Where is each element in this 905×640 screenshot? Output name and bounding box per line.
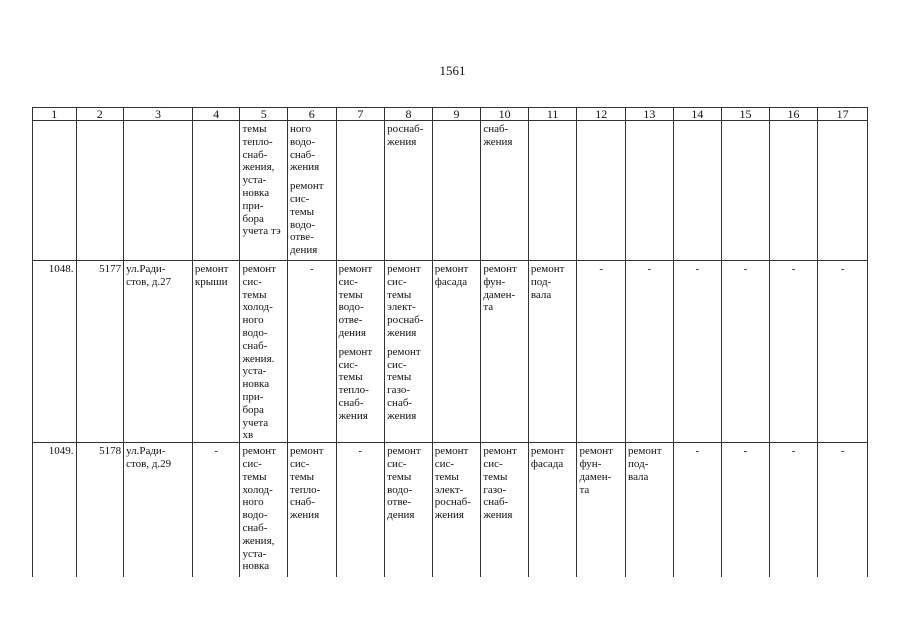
- cell-entry: [35, 263, 74, 276]
- cell-entry: [435, 263, 479, 289]
- table-cell: [577, 443, 626, 578]
- cell-entry: [483, 263, 526, 314]
- cell-line: ремонт: [483, 263, 517, 275]
- cell-line: водо-: [242, 509, 268, 522]
- cell-line: -: [791, 263, 796, 275]
- table-cell: [33, 443, 77, 578]
- cell-line: темы: [290, 205, 315, 218]
- cell-entry: [820, 263, 865, 276]
- cell-line: уста-: [242, 174, 267, 187]
- table-cell: [124, 121, 193, 261]
- cell-line: жения: [387, 135, 417, 148]
- cell-line: дения: [290, 244, 318, 257]
- cell-line: -: [599, 263, 604, 275]
- column-number: 11: [528, 108, 577, 121]
- cell-line: сис-: [338, 275, 358, 288]
- table-row: [33, 121, 868, 261]
- cell-line: дения: [387, 509, 415, 522]
- table-cell: [336, 443, 385, 578]
- cell-line: 5177: [99, 263, 122, 275]
- cell-entry: [387, 346, 430, 423]
- cell-line: дамен-: [483, 288, 516, 301]
- cell-line: сис-: [387, 358, 407, 371]
- cell-entry: [195, 445, 238, 458]
- cell-line: жения: [290, 161, 320, 174]
- table-cell: [481, 443, 529, 578]
- cell-line: холод-: [242, 483, 273, 496]
- cell-entry: [579, 445, 623, 496]
- table-cell: [385, 261, 433, 443]
- column-number: 16: [769, 108, 818, 121]
- cell-line: темы: [242, 470, 267, 483]
- cell-line: темы: [242, 288, 267, 301]
- cell-entry: [339, 346, 383, 423]
- cell-entry: [339, 263, 383, 340]
- table-cell: [528, 443, 577, 578]
- table-cell: [481, 261, 529, 443]
- column-number: 14: [673, 108, 722, 121]
- page-number: 1561: [439, 63, 466, 78]
- table-cell: [192, 261, 240, 443]
- cell-line: -: [695, 445, 700, 458]
- cell-line: та: [579, 483, 590, 496]
- cell-entry: [290, 445, 334, 522]
- table-cell: [124, 261, 193, 443]
- cell-line: снаб-: [483, 123, 509, 135]
- cell-line: сис-: [242, 457, 262, 470]
- cell-line: ремонт: [579, 445, 613, 458]
- cell-line: жения.: [242, 352, 275, 365]
- cell-line: водо-: [290, 218, 316, 231]
- cell-line: тепло-: [338, 384, 369, 397]
- cell-line: водо-: [338, 301, 364, 314]
- cell-line: -: [743, 445, 748, 458]
- cell-line: стов, д.29: [126, 457, 172, 470]
- column-number: 3: [124, 108, 193, 121]
- cell-line: сис-: [338, 358, 358, 371]
- cell-line: темы: [290, 470, 315, 483]
- cell-line: новка: [242, 378, 270, 391]
- cell-entry: [628, 263, 671, 276]
- cell-entry: [531, 263, 575, 301]
- table-cell: [385, 121, 433, 261]
- table-cell: [626, 121, 674, 261]
- column-number: 4: [192, 108, 240, 121]
- cell-line: ремонт: [387, 263, 421, 275]
- cell-line: вала: [628, 470, 649, 483]
- cell-line: ремонт: [242, 263, 276, 275]
- table-cell: [76, 121, 124, 261]
- cell-line: тепло-: [242, 135, 273, 148]
- cell-entry: [676, 445, 720, 458]
- cell-line: сис-: [387, 457, 407, 470]
- table-cell: [76, 261, 124, 443]
- cell-line: ремонт: [387, 345, 421, 358]
- cell-line: ремонт: [290, 180, 324, 193]
- cell-entry: [195, 263, 238, 289]
- cell-line: снаб-: [338, 396, 364, 409]
- cell-line: темы: [338, 371, 363, 384]
- table-cell: [722, 443, 770, 578]
- cell-line: ремонт: [387, 445, 421, 458]
- cell-line: при-: [242, 390, 264, 403]
- cell-line: -: [309, 263, 314, 275]
- cell-entry: [242, 123, 285, 238]
- table-cell: [192, 443, 240, 578]
- cell-line: отве-: [338, 314, 363, 327]
- cell-line: ремонт: [483, 445, 517, 458]
- cell-line: фун-: [483, 275, 506, 288]
- table-cell: [769, 261, 818, 443]
- cell-entry: [290, 180, 334, 257]
- cell-line: роснаб-: [387, 314, 424, 327]
- column-number: 8: [385, 108, 433, 121]
- cell-line: водо-: [387, 483, 413, 496]
- cell-line: бора: [242, 212, 264, 225]
- cell-line: жения: [483, 509, 513, 522]
- cell-line: снаб-: [387, 396, 413, 409]
- cell-line: ремонт: [530, 263, 565, 275]
- column-number: 2: [76, 108, 124, 121]
- cell-entry: [387, 445, 430, 522]
- cell-line: ремонт: [194, 263, 229, 275]
- table-cell: [240, 121, 288, 261]
- cell-line: учета тэ: [242, 225, 281, 238]
- cell-line: при-: [242, 199, 264, 212]
- cell-entry: [820, 445, 865, 458]
- column-number: 6: [288, 108, 337, 121]
- table-cell: [288, 443, 337, 578]
- column-number: 15: [722, 108, 770, 121]
- cell-line: жения,: [242, 534, 275, 547]
- table-cell: [528, 261, 577, 443]
- table-cell: [336, 261, 385, 443]
- table-cell: [33, 261, 77, 443]
- cell-line: под-: [530, 275, 552, 288]
- cell-line: жения: [290, 509, 320, 522]
- cell-line: 1048.: [48, 263, 74, 275]
- column-number: 9: [432, 108, 481, 121]
- cell-line: стов, д.27: [126, 275, 172, 288]
- cell-line: бора: [242, 403, 264, 416]
- table-cell: [76, 443, 124, 578]
- column-number: 17: [818, 108, 868, 121]
- table-cell: [288, 261, 337, 443]
- cell-entry: [628, 445, 671, 483]
- cell-line: ного: [290, 123, 312, 135]
- cell-line: отве-: [290, 231, 314, 244]
- cell-line: дамен-: [579, 470, 612, 483]
- cell-entry: [339, 445, 383, 458]
- cell-line: -: [695, 263, 700, 275]
- cell-line: 1049.: [48, 445, 74, 458]
- cell-line: роснаб-: [434, 496, 471, 509]
- table-row: [33, 261, 868, 443]
- cell-entry: [483, 445, 526, 522]
- table-cell: [626, 443, 674, 578]
- column-number: 5: [240, 108, 288, 121]
- cell-line: снаб-: [483, 496, 509, 509]
- cell-entry: [676, 263, 720, 276]
- cell-entry: [772, 445, 816, 458]
- table-cell: [192, 121, 240, 261]
- table-cell: [124, 443, 193, 578]
- cell-line: темы: [434, 470, 459, 483]
- cell-line: газо-: [387, 384, 411, 397]
- cell-entry: [35, 445, 74, 458]
- cell-line: темы: [338, 288, 363, 301]
- cell-line: снаб-: [242, 521, 268, 534]
- cell-line: -: [743, 263, 748, 275]
- cell-entry: [772, 263, 816, 276]
- cell-entry: [79, 263, 122, 276]
- cell-line: сис-: [387, 275, 407, 288]
- cell-line: ремонт: [242, 445, 276, 458]
- cell-entry: [126, 445, 190, 471]
- cell-line: уста-: [242, 547, 267, 560]
- cell-line: фасада: [530, 457, 564, 470]
- cell-line: темы: [242, 123, 267, 135]
- table-cell: [336, 121, 385, 261]
- table-cell: [432, 261, 481, 443]
- table-row: [33, 443, 868, 578]
- cell-line: ремонт: [530, 445, 565, 458]
- cell-line: новка: [242, 186, 270, 199]
- table-cell: [673, 261, 722, 443]
- cell-line: -: [840, 263, 845, 275]
- cell-entry: [387, 123, 430, 149]
- repair-register-table: [32, 107, 868, 577]
- cell-line: ремонт: [338, 263, 373, 275]
- cell-entry: [290, 263, 334, 276]
- cell-line: водо-: [242, 326, 268, 339]
- cell-line: сис-: [242, 275, 262, 288]
- cell-line: фасада: [434, 275, 468, 288]
- cell-line: темы: [387, 288, 412, 301]
- cell-line: темы: [483, 470, 508, 483]
- cell-line: тепло-: [290, 483, 321, 496]
- cell-entry: [531, 445, 575, 471]
- column-number: 7: [336, 108, 385, 121]
- cell-entry: [724, 263, 767, 276]
- table-cell: [673, 443, 722, 578]
- cell-line: сис-: [434, 457, 455, 470]
- cell-line: жения: [387, 326, 417, 339]
- cell-line: ремонт: [434, 445, 469, 458]
- cell-line: элект-: [387, 301, 416, 314]
- header-row: [33, 108, 868, 121]
- cell-line: -: [791, 445, 796, 458]
- table-cell: [528, 121, 577, 261]
- table-cell: [240, 443, 288, 578]
- table-cell: [818, 443, 868, 578]
- cell-line: крыши: [194, 275, 228, 288]
- cell-entry: [483, 123, 526, 149]
- cell-entry: [387, 263, 430, 340]
- cell-line: жения: [387, 409, 417, 422]
- cell-line: учета: [242, 416, 269, 429]
- cell-entry: [242, 445, 285, 573]
- cell-line: газо-: [483, 483, 507, 496]
- cell-line: ул.Ради-: [126, 445, 166, 458]
- cell-line: жения,: [242, 161, 275, 174]
- table-cell: [481, 121, 529, 261]
- column-number: 12: [577, 108, 626, 121]
- table-cell: [769, 443, 818, 578]
- column-number: 10: [481, 108, 529, 121]
- cell-line: ремонт: [628, 445, 662, 458]
- table-cell: [33, 121, 77, 261]
- cell-line: новка: [242, 560, 270, 573]
- cell-line: снаб-: [242, 339, 268, 352]
- cell-line: темы: [387, 470, 412, 483]
- cell-entry: [579, 263, 623, 276]
- cell-line: -: [214, 445, 218, 458]
- cell-line: снаб-: [290, 496, 315, 509]
- table-cell: [240, 261, 288, 443]
- cell-line: сис-: [290, 457, 310, 470]
- cell-line: -: [358, 445, 363, 458]
- cell-entry: [242, 263, 285, 442]
- cell-entry: [435, 445, 479, 522]
- cell-line: та: [483, 301, 494, 314]
- cell-line: элект-: [434, 483, 464, 496]
- cell-line: фун-: [579, 457, 602, 470]
- cell-line: под-: [628, 457, 649, 470]
- table-cell: [577, 121, 626, 261]
- cell-line: ного: [242, 314, 264, 327]
- cell-entry: [79, 445, 122, 458]
- cell-line: 5178: [99, 445, 122, 458]
- cell-line: водо-: [290, 135, 316, 148]
- column-number: 1: [33, 108, 77, 121]
- cell-line: уста-: [242, 365, 267, 378]
- table-cell: [432, 121, 481, 261]
- cell-line: жения: [483, 135, 513, 148]
- cell-line: дения: [338, 326, 366, 339]
- table-cell: [818, 261, 868, 443]
- cell-line: ремонт: [290, 445, 324, 458]
- cell-line: жения: [434, 509, 464, 522]
- cell-line: сис-: [290, 192, 310, 205]
- cell-line: жения: [338, 409, 368, 422]
- cell-entry: [724, 445, 767, 458]
- cell-line: роснаб-: [387, 123, 424, 135]
- cell-line: снаб-: [242, 148, 268, 161]
- column-number: 13: [626, 108, 674, 121]
- cell-line: хв: [242, 429, 254, 442]
- cell-line: ремонт: [338, 345, 373, 358]
- cell-line: вала: [530, 288, 552, 301]
- table-cell: [577, 261, 626, 443]
- cell-line: снаб-: [290, 148, 315, 161]
- table-cell: [722, 261, 770, 443]
- cell-line: ного: [242, 496, 264, 509]
- cell-entry: [290, 123, 334, 174]
- cell-line: темы: [387, 371, 412, 384]
- cell-line: ул.Ради-: [126, 263, 166, 275]
- table-cell: [673, 121, 722, 261]
- table-cell: [769, 121, 818, 261]
- table-cell: [288, 121, 337, 261]
- cell-line: отве-: [387, 496, 412, 509]
- cell-line: -: [647, 263, 652, 275]
- cell-line: холод-: [242, 301, 273, 314]
- table-cell: [626, 261, 674, 443]
- table-cell: [432, 443, 481, 578]
- cell-line: сис-: [483, 457, 503, 470]
- cell-line: -: [840, 445, 845, 458]
- table-cell: [818, 121, 868, 261]
- table-cell: [385, 443, 433, 578]
- cell-line: ремонт: [434, 263, 469, 275]
- cell-entry: [126, 263, 190, 289]
- table-cell: [722, 121, 770, 261]
